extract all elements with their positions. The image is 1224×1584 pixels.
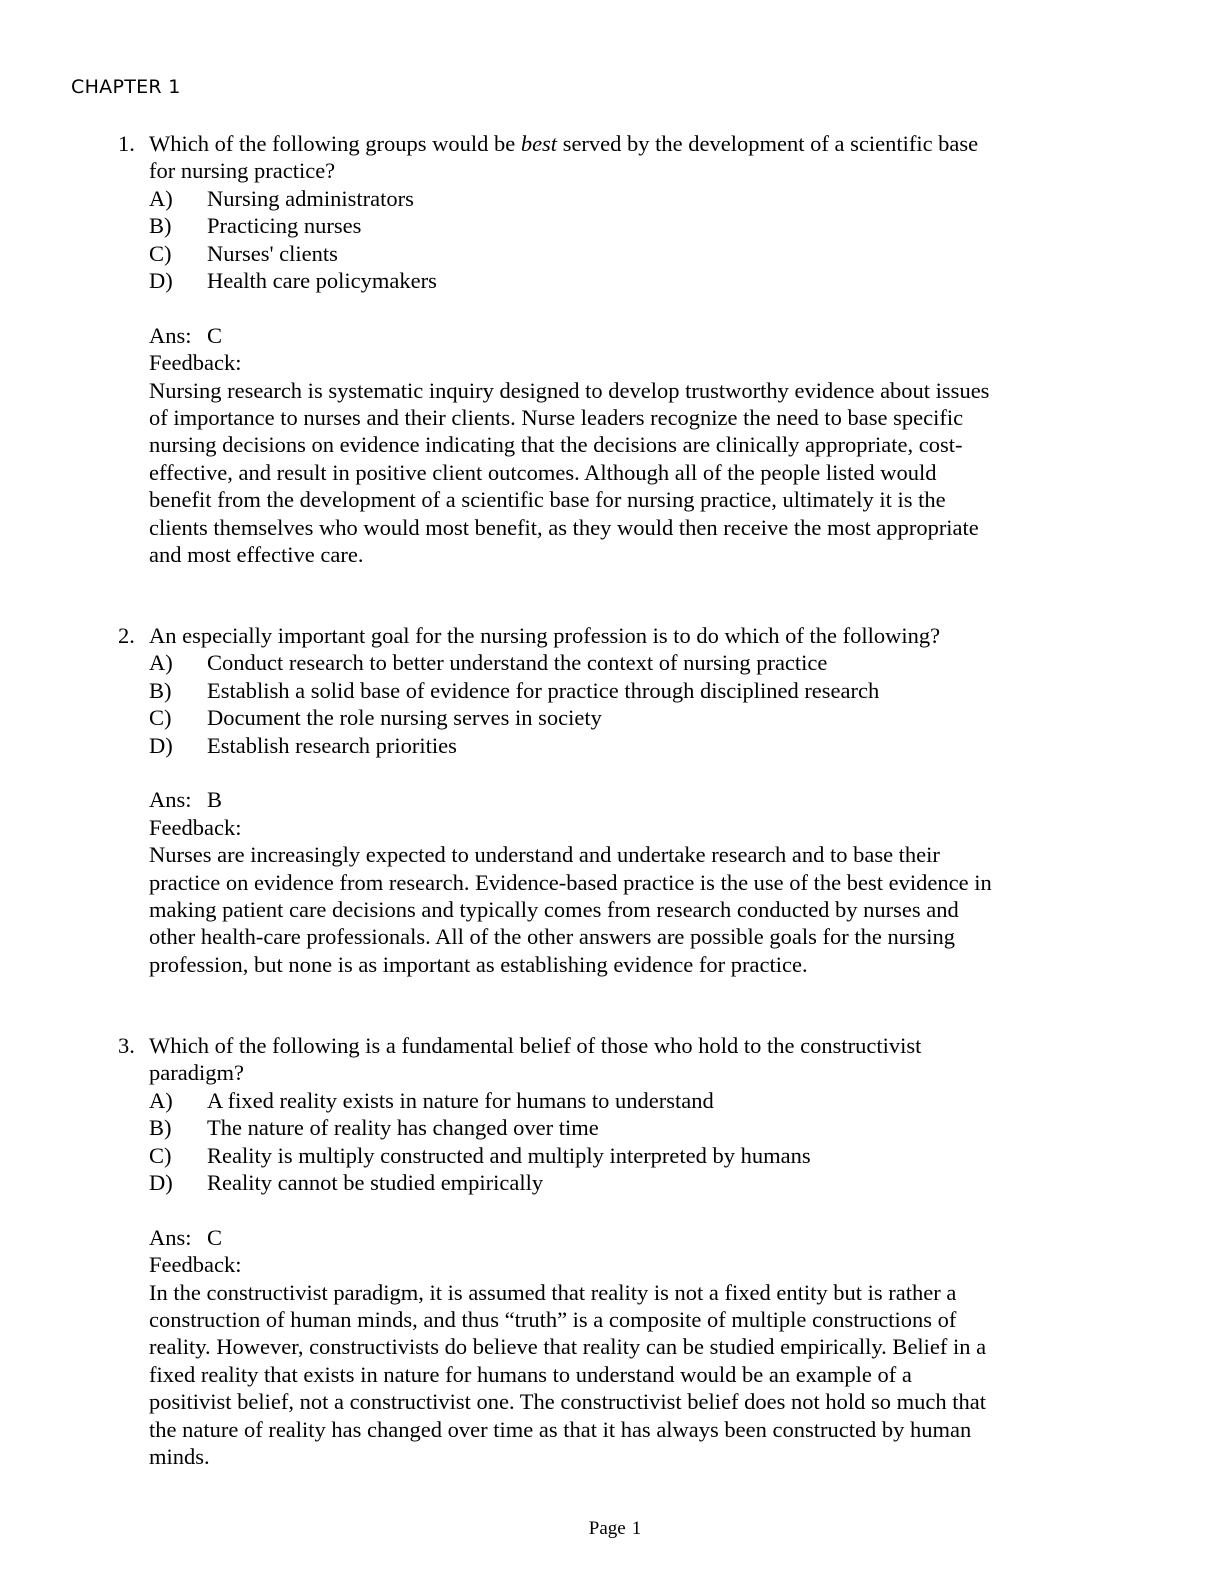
page-number: 1 [631, 1518, 642, 1539]
stem-text: Which of the following groups would be [149, 131, 521, 156]
option-d [149, 1169, 1224, 1196]
answer-value: C [207, 1224, 223, 1250]
answer-line [149, 322, 1224, 349]
answer-label: Ans: [149, 322, 192, 348]
question-2 [0, 622, 1224, 978]
option-text: Nursing administrators [207, 185, 414, 211]
option-letter: D) [149, 267, 173, 293]
stem-text-continued: served by the development of a scientific base for nursing practice? [149, 131, 979, 184]
option-c [149, 240, 1224, 267]
question-stem [118, 622, 1009, 649]
option-b [149, 677, 1224, 704]
option-letter: C) [149, 1142, 172, 1168]
option-text: Reality is multiply constructed and multiply interpreted by humans [207, 1142, 811, 1168]
option-d [149, 267, 1224, 294]
feedback-text: In the constructivist paradigm, it is assumed that reality is not a fixed entity but is rather a construction of human minds, and thus “truth” is a composite of multiple constructions of reality. However, constructivists do believe that reality can be studied empirically. Belief in a fixed reality that exists in nature for humans to understand would be an example of a positivist belief, not a constructivist one. The constructivist belief does not hold so much that the nature of reality has changed over time as that it has always been constructed by human minds. [149, 1279, 987, 1470]
option-b [149, 1114, 1224, 1141]
option-a [149, 185, 1224, 212]
option-text: Document the role nursing serves in society [207, 705, 602, 731]
answer-options [0, 649, 1224, 759]
stem-text: An especially important goal for the nursing profession is to do which of the following? [149, 623, 941, 648]
feedback-text: Nursing research is systematic inquiry designed to develop trustworthy evidence about issues of importance to nurses and their clients. Nurse leaders recognize the need to base specific nursing decisions on evidence indicating that the decisions are clinically appropriate, cost-effective, and result in positive client outcomes. Although all of the people listed would benefit from the development of a scientific base for nursing practice, ultimately it is the clients themselves who would most benefit, as they would then receive the most appropriate and most effective care. [149, 377, 990, 568]
answer-line [149, 1224, 1224, 1251]
answer-label: Ans: [149, 787, 192, 813]
option-a [149, 649, 1224, 676]
stem-text: Which of the following is a fundamental belief of those who hold to the constructivist paradigm? [149, 1033, 922, 1086]
answer-options [0, 185, 1224, 295]
option-b [149, 212, 1224, 239]
option-letter: A) [149, 1087, 173, 1113]
feedback-label: Feedback: [149, 814, 242, 840]
option-letter: B) [149, 1115, 172, 1141]
answer-value: B [207, 787, 223, 813]
page-label: Page [588, 1518, 626, 1539]
option-letter: B) [149, 213, 172, 239]
option-letter: C) [149, 240, 172, 266]
page-footer [0, 1517, 1224, 1541]
question-number: 2. [118, 623, 135, 648]
option-text: The nature of reality has changed over time [207, 1115, 599, 1141]
option-d [149, 732, 1224, 759]
option-c [149, 1142, 1224, 1169]
option-text: Reality cannot be studied empirically [207, 1169, 544, 1195]
option-text: Establish research priorities [207, 732, 457, 758]
answer-value: C [207, 322, 223, 348]
option-a [149, 1087, 1224, 1114]
feedback-label: Feedback: [149, 350, 242, 376]
question-stem [118, 130, 1009, 185]
option-letter: A) [149, 185, 173, 211]
feedback-text: Nurses are increasingly expected to understand and undertake research and to base their practice on evidence from research. Evidence-based practice is the use of the best evidence in making patient care decisions and typically comes from research conducted by nurses and other health-care professionals. All of the other answers are possible goals for the nursing profession, but none is as important as establishing evidence for practice. [149, 842, 992, 977]
option-text: Conduct research to better understand the context of nursing practice [207, 650, 828, 676]
option-letter: C) [149, 705, 172, 731]
answer-label: Ans: [149, 1224, 192, 1250]
option-letter: D) [149, 1169, 173, 1195]
question-number: 3. [118, 1033, 135, 1058]
answer-line [149, 786, 1224, 813]
option-text: Nurses' clients [207, 240, 338, 266]
option-text: A fixed reality exists in nature for humans to understand [207, 1087, 714, 1113]
answer-options [0, 1087, 1224, 1197]
option-letter: A) [149, 650, 173, 676]
chapter-heading: CHAPTER 1 [71, 76, 181, 98]
option-letter: B) [149, 677, 172, 703]
option-c [149, 704, 1224, 731]
option-text: Establish a solid base of evidence for practice through disciplined research [207, 677, 880, 703]
option-text: Health care policymakers [207, 267, 437, 293]
question-stem [118, 1032, 1009, 1087]
stem-emphasis: best [520, 131, 558, 156]
option-text: Practicing nurses [207, 213, 362, 239]
question-number: 1. [118, 131, 135, 156]
feedback-label: Feedback: [149, 1252, 242, 1278]
question-1 [0, 130, 1224, 568]
question-3 [0, 1032, 1224, 1470]
option-letter: D) [149, 732, 173, 758]
